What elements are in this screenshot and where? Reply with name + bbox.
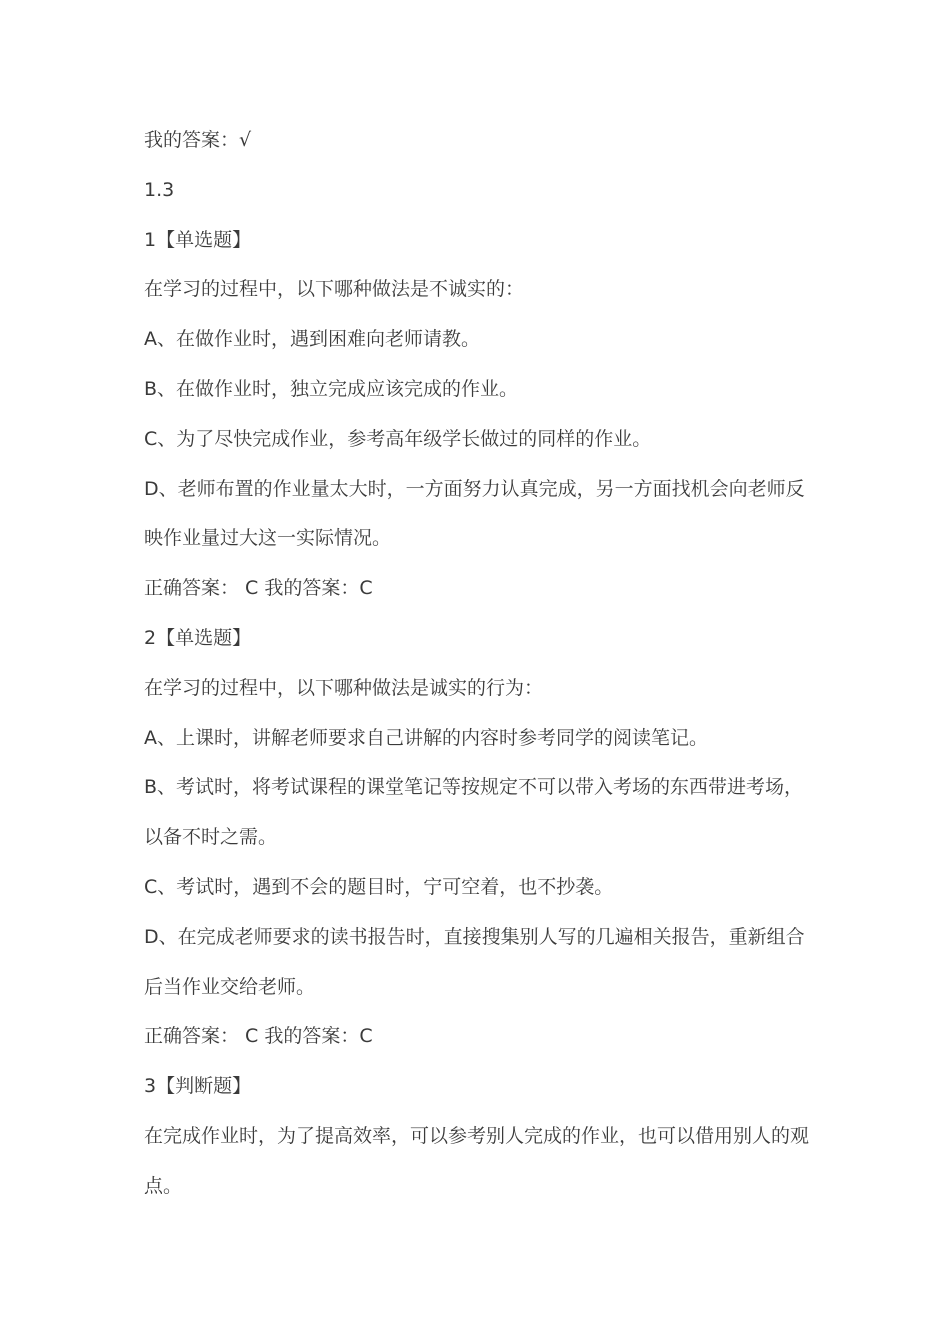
question-1-answer: 正确答案： C 我的答案：C — [144, 577, 373, 600]
question-1-option-d: D、老师布置的作业量太大时，一方面努力认真完成，另一方面找机会向老师反 — [144, 477, 805, 500]
question-2-option-a: A、上课时，讲解老师要求自己讲解的内容时参考同学的阅读笔记。 — [144, 726, 708, 749]
question-2-option-d: D、在完成老师要求的读书报告时，直接搜集别人写的几遍相关报告，重新组合 — [144, 925, 805, 948]
question-2-stem: 在学习的过程中，以下哪种做法是诚实的行为： — [144, 676, 544, 699]
question-1-option-c: C、为了尽快完成作业，参考高年级学长做过的同样的作业。 — [144, 427, 652, 450]
question-1-option-b: B、在做作业时，独立完成应该完成的作业。 — [144, 377, 519, 400]
question-3-stem-continued: 点。 — [144, 1174, 183, 1197]
section-number: 1.3 — [144, 178, 175, 201]
document-body — [144, 116, 824, 1212]
question-2-option-d-continued: 后当作业交给老师。 — [144, 975, 316, 998]
question-3-stem: 在完成作业时，为了提高效率，可以参考别人完成的作业，也可以借用别人的观 — [144, 1124, 810, 1147]
question-3-header: 3【判断题】 — [144, 1075, 252, 1098]
question-1-stem: 在学习的过程中，以下哪种做法是不诚实的： — [144, 278, 525, 301]
question-2-option-b-continued: 以备不时之需。 — [144, 826, 278, 849]
question-1-option-d-continued: 映作业量过大这一实际情况。 — [144, 527, 392, 550]
question-1-header: 1【单选题】 — [144, 228, 252, 251]
question-1-option-a: A、在做作业时，遇到困难向老师请教。 — [144, 328, 480, 351]
question-2-option-b: B、考试时，将考试课程的课堂笔记等按规定不可以带入考场的东西带进考场， — [144, 776, 804, 799]
question-2-header: 2【单选题】 — [144, 626, 252, 649]
question-2-option-c: C、考试时，遇到不会的题目时，宁可空着，也不抄袭。 — [144, 875, 614, 898]
my-answer-line: 我的答案：√ — [144, 129, 252, 151]
question-2-answer: 正确答案： C 我的答案：C — [144, 1025, 373, 1048]
